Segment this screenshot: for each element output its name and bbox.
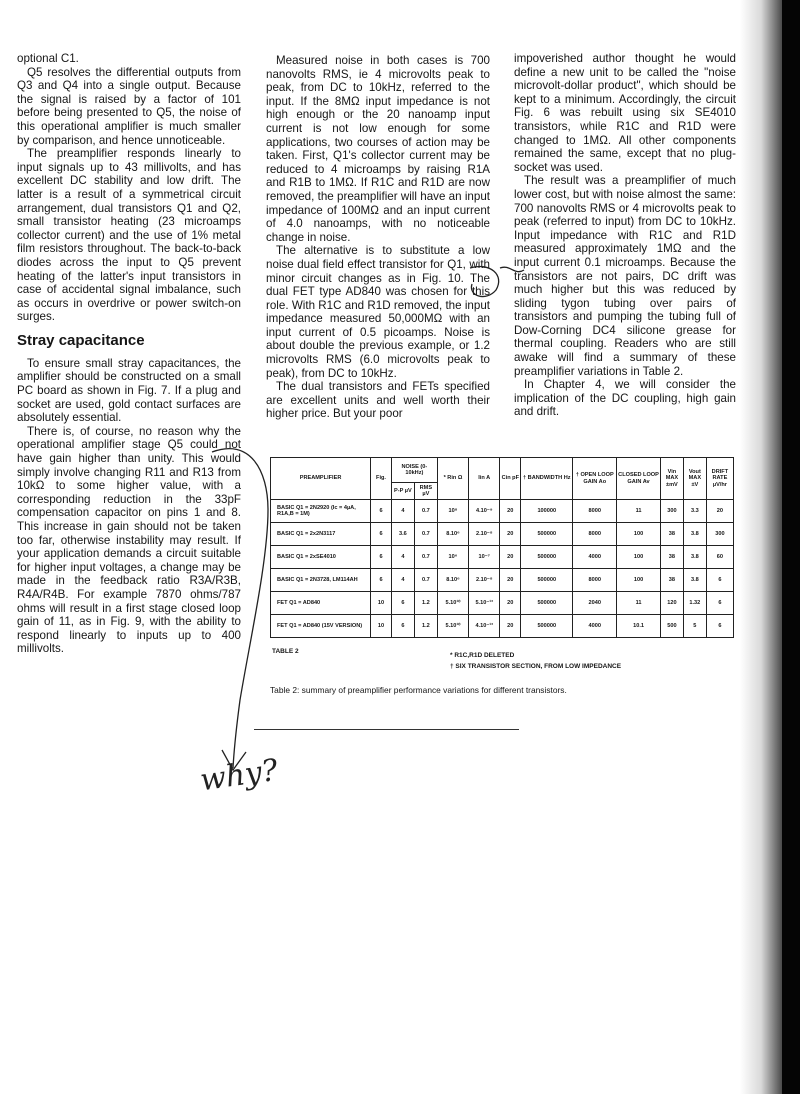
column-2 [266, 54, 490, 421]
cell-closed-loop: 11 [617, 592, 661, 615]
table-row [271, 500, 734, 523]
cell-fig: 6 [371, 500, 392, 523]
cell-open-loop: 4000 [573, 546, 617, 569]
cell-preamplifier: BASIC Q1 = 2xSE4010 [271, 546, 371, 569]
cell-bandwidth: 500000 [521, 592, 573, 615]
cell-vin-max: 38 [660, 546, 683, 569]
header-preamplifier: PREAMPLIFIER [271, 458, 371, 500]
cell-noise-rms: 0.7 [414, 523, 437, 546]
cell-drift: 20 [706, 500, 733, 523]
cell-vin-max: 120 [660, 592, 683, 615]
cell-iin: 4.10⁻⁹ [469, 500, 500, 523]
cell-bandwidth: 500000 [521, 569, 573, 592]
cell-vout-max: 3.8 [683, 546, 706, 569]
cell-iin: 2.10⁻⁸ [469, 523, 500, 546]
header-vin-max: Vin MAX ±mV [660, 458, 683, 500]
cell-vout-max: 3.8 [683, 569, 706, 592]
cell-noise-rms: 1.2 [414, 592, 437, 615]
paragraph: The dual transistors and FETs specified are excellent units and well worth their higher price. But your poor [266, 380, 490, 421]
paragraph: Measured noise in both cases is 700 nanovolts RMS, ie 4 microvolts peak to peak, from DC to 10kHz, referred to the input. If the 8MΩ input impedance is not high enough or the 20 nanoamp input current is not low enough for some applications, two courses of action may be taken. First, Q1's collector current may be reduced to 4 microamps by raising R1A and R1B to 1MΩ. If R1C and R1D are now removed, the preamplifier will have an input impedance of 100MΩ and an input current of 4.0 nanoamps, with no noticeable change in noise. [266, 54, 490, 244]
handwritten-note: why? [197, 752, 281, 799]
cell-open-loop: 4000 [573, 615, 617, 638]
paragraph: impoverished author thought he would define a new unit to be called the "noise microvolt-dollar product", which should be kept to a minimum. Accordingly, the circuit Fig. 6 was rebuilt using six SE4010 transistors, while R1C and R1D were changed to 1MΩ. All other components remained the same, except that no plug-socket was used. [514, 52, 736, 174]
table-note: * R1C,R1D DELETED [450, 652, 515, 659]
cell-vin-max: 500 [660, 615, 683, 638]
divider-rule [254, 729, 519, 730]
paragraph: The alternative is to substitute a low noise dual field effect transistor for Q1, with minor circuit changes as in Fig. 10. The dual FET type AD840 was chosen for this role. With R1C and R1D removed, the input impedance measured 50,000MΩ with an input current of 0.5 picoamps. Noise is about double the previous example, or 1.2 microvolts RMS (6.0 microvolts peak to peak), from DC to 10kHz. [266, 244, 490, 380]
column-3 [514, 52, 736, 419]
section-heading: Stray capacitance [17, 331, 145, 349]
cell-noise-pp: 4 [391, 569, 414, 592]
cell-cin: 20 [500, 523, 521, 546]
cell-drift: 300 [706, 523, 733, 546]
cell-cin: 20 [500, 546, 521, 569]
cell-open-loop: 8000 [573, 500, 617, 523]
cell-drift: 6 [706, 592, 733, 615]
header-fig: Fig. [371, 458, 392, 500]
cell-rin: 8.10⁶ [437, 523, 468, 546]
cell-iin: 10⁻⁷ [469, 546, 500, 569]
header-iin: Iin A [469, 458, 500, 500]
cell-open-loop: 8000 [573, 523, 617, 546]
column-1 [17, 52, 241, 656]
cell-noise-rms: 0.7 [414, 500, 437, 523]
cell-rin: 10⁸ [437, 500, 468, 523]
paragraph: optional C1. [17, 52, 79, 65]
table-note: † SIX TRANSISTOR SECTION, FROM LOW IMPEDANCE [450, 663, 622, 670]
cell-iin: 4.10⁻¹³ [469, 615, 500, 638]
paragraph: There is, of course, no reason why the operational amplifier stage Q5 could not have gain higher than unity. This would simply involve changing R11 and R13 from 10kΩ to some higher value, with a corresponding reduction in the 33pF compensation capacitor on pins 1 and 8. This increase in gain should not be taken too far, otherwise instability may result. If your application demands a circuit suitable for higher input voltages, a change may be made in the feedback ratio R3A/R3B, R4A/R4B. For example 7870 ohms/787 ohms will result in a first stage closed loop gain of 11, as in Fig. 9, with the ability to respond linearly to inputs up to 400 millivolts. [17, 424, 241, 656]
table-caption: Table 2: summary of preamplifier performance variations for different transistors. [270, 685, 567, 695]
cell-cin: 20 [500, 500, 521, 523]
header-cin: Cin pF [500, 458, 521, 500]
header-closed-loop-gain: CLOSED LOOP GAIN Av [617, 458, 661, 500]
cell-vout-max: 3.3 [683, 500, 706, 523]
cell-noise-pp: 4 [391, 500, 414, 523]
cell-open-loop: 2040 [573, 592, 617, 615]
cell-bandwidth: 100000 [521, 500, 573, 523]
cell-preamplifier: BASIC Q1 = 2N3728, LM114AH [271, 569, 371, 592]
cell-bandwidth: 500000 [521, 546, 573, 569]
cell-noise-pp: 6 [391, 615, 414, 638]
paragraph: The preamplifier responds linearly to input signals up to 43 millivolts, and has excellent DC stability and low drift. The latter is a result of a symmetrical circuit arrangement, dual transistors Q1 and Q2, small transistor heating (23 microamps collector current) and the use of 1% metal film resistors throughout. The back-to-back diodes across the input to Q5 prevent heating of the latter's input transistors in case of accidental signal imbalance, such as occurs in overdrive or power switch-on surges. [17, 147, 241, 324]
paragraph: To ensure small stray capacitances, the amplifier should be constructed on a small PC board as shown in Fig. 7. If a plug and socket are used, gold contact surfaces are absolutely essential. [17, 356, 241, 425]
cell-noise-rms: 1.2 [414, 615, 437, 638]
cell-fig: 6 [371, 546, 392, 569]
header-noise-rms: RMS µV [414, 483, 437, 500]
cell-rin: 5.10¹⁰ [437, 615, 468, 638]
cell-preamplifier: FET Q1 = AD840 [271, 592, 371, 615]
cell-fig: 10 [371, 615, 392, 638]
header-noise: NOISE (0-10kHz) [391, 458, 437, 483]
cell-closed-loop: 100 [617, 569, 661, 592]
cell-vin-max: 300 [660, 500, 683, 523]
cell-fig: 6 [371, 523, 392, 546]
page-edge-dark [782, 0, 800, 1094]
cell-noise-pp: 3.6 [391, 523, 414, 546]
cell-drift: 6 [706, 569, 733, 592]
cell-iin: 5.10⁻¹³ [469, 592, 500, 615]
table-row [271, 523, 734, 546]
cell-vout-max: 5 [683, 615, 706, 638]
cell-rin: 10⁶ [437, 546, 468, 569]
cell-cin: 20 [500, 615, 521, 638]
table-row [271, 615, 734, 638]
cell-cin: 20 [500, 592, 521, 615]
cell-noise-rms: 0.7 [414, 569, 437, 592]
cell-open-loop: 8000 [573, 569, 617, 592]
summary-table [270, 457, 734, 638]
table-notes [450, 650, 621, 672]
paragraph: Q5 resolves the differential outputs from Q3 and Q4 into a single output. Because the signal is raised by a factor of 101 before being presented to Q5, the noise of this operational amplifier is much smaller by comparison, and hence unnoticeable. [17, 65, 241, 147]
cell-vin-max: 38 [660, 523, 683, 546]
cell-closed-loop: 11 [617, 500, 661, 523]
header-drift-rate: DRIFT RATE µV/hr [706, 458, 733, 500]
cell-noise-pp: 4 [391, 546, 414, 569]
table-label: TABLE 2 [272, 648, 299, 655]
header-open-loop-gain: † OPEN LOOP GAIN Ao [573, 458, 617, 500]
cell-closed-loop: 10.1 [617, 615, 661, 638]
table-row [271, 546, 734, 569]
cell-preamplifier: BASIC Q1 = 2N2920 (Ic = 4µA, R1A,B = 1M) [271, 500, 371, 523]
cell-rin: 8.10⁶ [437, 569, 468, 592]
table-2-block [270, 457, 734, 695]
cell-drift: 6 [706, 615, 733, 638]
cell-rin: 5.10¹⁰ [437, 592, 468, 615]
cell-bandwidth: 500000 [521, 523, 573, 546]
header-noise-pp: P-P µV [391, 483, 414, 500]
paragraph: In Chapter 4, we will consider the implication of the DC coupling, high gain and drift. [514, 378, 736, 419]
table-row [271, 569, 734, 592]
cell-vout-max: 3.8 [683, 523, 706, 546]
header-rin: * Rin Ω [437, 458, 468, 500]
cell-preamplifier: FET Q1 = AD840 (15V VERSION) [271, 615, 371, 638]
cell-drift: 60 [706, 546, 733, 569]
cell-bandwidth: 500000 [521, 615, 573, 638]
cell-closed-loop: 100 [617, 546, 661, 569]
cell-preamplifier: BASIC Q1 = 2x2N3117 [271, 523, 371, 546]
cell-fig: 6 [371, 569, 392, 592]
cell-noise-pp: 6 [391, 592, 414, 615]
header-vout-max: Vout MAX ±V [683, 458, 706, 500]
cell-closed-loop: 100 [617, 523, 661, 546]
cell-cin: 20 [500, 569, 521, 592]
cell-noise-rms: 0.7 [414, 546, 437, 569]
cell-iin: 2.10⁻⁸ [469, 569, 500, 592]
table-row [271, 592, 734, 615]
paragraph: The result was a preamplifier of much lower cost, but with noise almost the same: 700 nanovolts RMS or 4 microvolts peak to peak (referred to input) from DC to 10kHz. Input impedance with R1C and R1D measured approximately 1MΩ and the input current 0.1 microamps. Because the transistors are not pairs, DC drift was much higher but this was reduced by sliding tygon tubing over pairs of transistors and pumping the tubing full of Dow-Corning DC4 silicone grease for thermal coupling. Readers who are still awake will find a summary of these preamplifier variations in Table 2. [514, 174, 736, 378]
cell-fig: 10 [371, 592, 392, 615]
header-bandwidth: † BANDWIDTH Hz [521, 458, 573, 500]
cell-vin-max: 38 [660, 569, 683, 592]
cell-vout-max: 1.32 [683, 592, 706, 615]
